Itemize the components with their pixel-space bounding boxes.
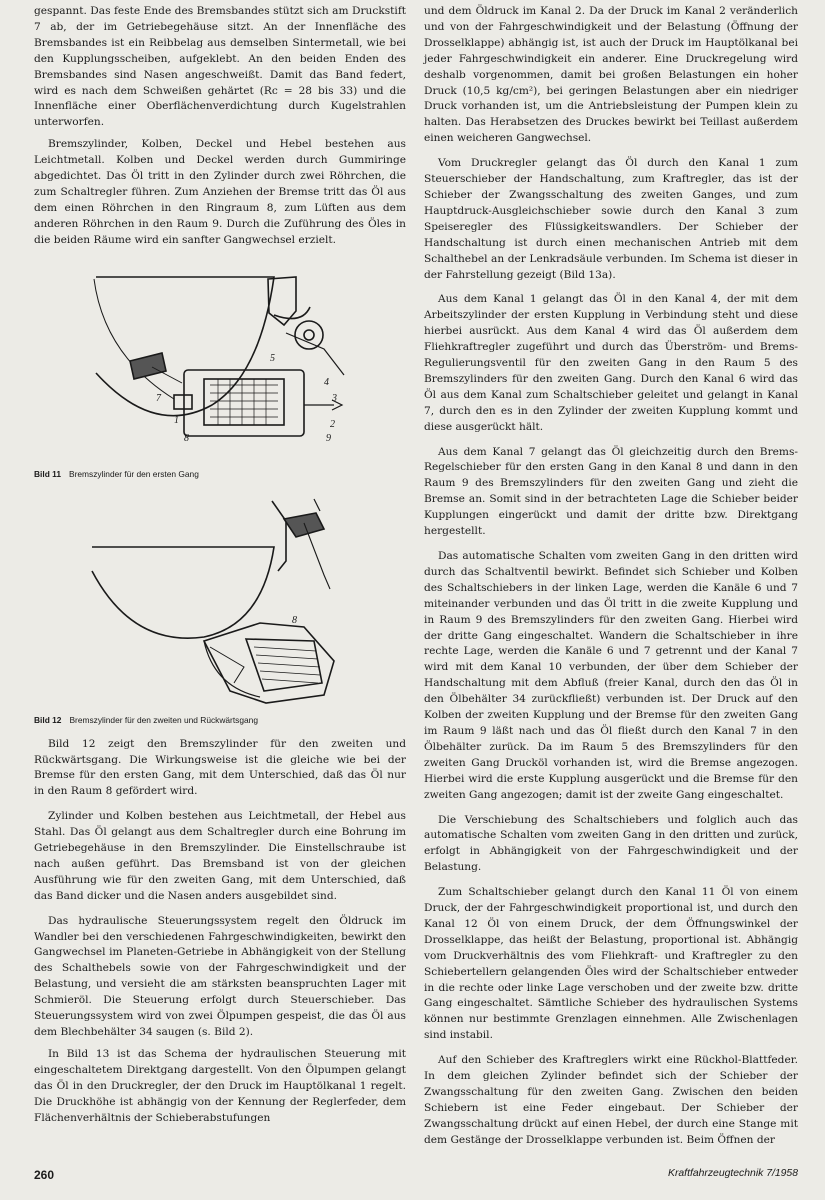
fig11-label-5: 5 [270,352,275,364]
right-paragraph-1: und dem Öldruck im Kanal 2. Da der Druck im Kanal 2 veränderlich und von der Fahrgeschwindigkeit und der Belastung (Öffnung der Drosselklappe) abhängig ist, ist auch der Druck im Hauptölkanal bei jeder Fahrgeschwindigkeit ein anderer. Eine Druckregelung wird deshalb vorgenommen, damit bei großen Belastungen ein hoher Druck (10,5 kg/cm²), bei geringen Belastungen aber ein niedriger Druck vorhanden ist, um die Antriebsleistung der Pumpen klein zu halten. Das Herabsetzen des Druckes bewirkt bei Teillast außerdem einen weicheren Gangwechsel. [424,5,798,145]
left-paragraph-4: Zylinder und Kolben bestehen aus Leichtmetall, der Hebel aus Stahl. Das Öl gelangt aus dem Schaltregler durch eine Bohrung im Getriebegehäuse in den Bremszylinder. Die Einstellschraube ist nach außen geführt. Das Bremsband ist von der gleichen Ausführung wie für den zweiten Gang, mit dem Unterschied, daß das Band dicker und die Nasen anders ausgebildet sind. [34,810,406,902]
right-paragraph-5: Das automatische Schalten vom zweiten Gang in den dritten wird durch das Schaltventil bewirkt. Befindet sich Schieber und Kolben des Schaltschiebers in der linken Lage, werden die Kanäle 6 und 7 miteinander verbunden und das Öl tritt in die zweite Kupplung und in Raum 9 des Bremszylinders für den zweiten Gang. Hierbei wird der dritte Gang eingeschaltet. Wandern die Schaltschieber in ihre rechte Lage, werden die Kanäle 6 und 7 getrennt und der Kanal 7 wird mit dem Kanal 10 verbunden, der über dem Schieber der Handschaltung mit dem Abfluß (freier Kanal, durch den das Öl in den Ölbehälter 34 zurückfließt) verbunden ist. Der Druck auf den Kolben der zweiten Kupplung und der Bremse für den zweiten Gang im Raum 9 läßt nach und das Öl fließt durch den Kanal 7 in den Ölbehälter zurück. Da im Raum 5 des Bremszylinders für den zweiten Gang Drucköl vorhanden ist, wird die Bremse angezogen. Hierbei wird die erste Kupplung ausgerückt und die Bremse für den zweiten Gang angezogen; damit ist der zweite Gang eingeschaltet. [424,550,798,801]
left-paragraph-6: In Bild 13 ist das Schema der hydraulischen Steuerung mit eingeschaltetem Direktgang dargestellt. Von den Ölpumpen gelangt das Öl in den Druckregler, der den Druck im Hauptölkanal 1 regelt. Die Druckhöhe ist abhängig von der Kennung der Reglerfeder, dem Flächenverhältnis der Schieberabstufungen [34,1047,406,1124]
figure-11-number: Bild 11 [34,468,61,479]
right-paragraph-8: Auf den Schieber des Kraftreglers wirkt eine Rückhol-Blattfeder. In dem gleichen Zylinder befindet sich der Schieber der Zwangsschaltung für den zweiten Gang. Zwischen den beiden Schiebern ist eine Feder eingebaut. Der Schieber der Zwangsschaltung drückt auf einen Hebel, der durch eine Stange mit dem Gestänge der Drosselklappe verbunden ist. Beim Öffnen der [424,1054,798,1146]
page-footer [34,1168,798,1186]
left-paragraph-1: gespannt. Das feste Ende des Bremsbandes stützt sich am Druckstift 7 ab, der im Getriebegehäuse sitzt. An der Innenfläche des Bremsbandes ist ein Reibbelag aus demselben Sintermetall, wie bei den Kupplungsscheiben, aufgeklebt. An den beiden Enden des Bremsbandes sind Nasen angeschweißt. Damit das Band federt, wird es nach dem Schweißen gehärtet (Rc = 28 bis 33) und die Innenfläche einer Oberflächenverdichtung durch Kugelstrahlen unterworfen. [34,5,406,129]
figure-11-caption-text: Bremszylinder für den ersten Gang [69,468,199,479]
journal-reference: Kraftfahrzeugtechnik 7/1958 [668,1168,798,1179]
fig11-label-2: 2 [330,418,335,430]
right-paragraph-4: Aus dem Kanal 7 gelangt das Öl gleichzeitig durch den Brems-Regelschieber für den ersten Gang in den Kanal 8 und dann in den Raum 9 des Bremszylinders für den zweiten Gang und zieht die Bremse an. Somit sind in der betrachteten Lage die Schieber beider Kupplungen eingerückt und damit der dritte bzw. Direktgang hergestellt. [424,445,798,538]
figure-12-number: Bild 12 [34,714,62,725]
right-paragraph-3: Aus dem Kanal 1 gelangt das Öl in den Kanal 4, der mit dem Arbeitszylinder der ersten Kupplung in Verbindung steht und diese hierbei ausrückt. Aus dem Kanal 4 wird das Öl außerdem dem Fliehkraftregler zugeführt und durch das Überström- und Brems-Regulierungsventil für den zweiten Gang in den Raum 5 des Bremszylinders für den zweiten Gang. Durch den Kanal 6 wird das Öl aus dem Kanal zum Schaltschieber geleitet und gelangt in Kanal 7, durch den es in den Zylinder der zweiten Kupplung kommt und diese ausgerückt hält. [424,293,798,433]
fig11-label-8: 8 [184,432,189,444]
figure-12 [34,491,406,725]
figure-11 [34,255,406,479]
brake-drum-outline-2 [92,547,274,638]
fig11-label-3: 3 [332,392,337,404]
fig11-label-9: 9 [326,432,331,444]
right-paragraph-7: Zum Schaltschieber gelangt durch den Kanal 11 Öl von einem Druck, der der Fahrgeschwindigkeit proportional ist, und durch den Kanal 12 Öl von einem Druck, der dem Öffnungswinkel der Drosselklappe, das heißt der Belastung, proportional ist. Abhängig vom Druckverhältnis des vom Fliehkraft- und Kraftregler zu den Schiebertellern gelangenden Öles wird der Schaltschieber entweder in die rechte oder linke Lage verschoben und der zweite bzw. dritte Gang eingeschaltet. Sämtliche Schieber des hydraulischen Systems können nur bestimmte Grenzlagen einnehmen. Alle Zwischenlagen sind instabil. [424,886,798,1042]
fig12-label-8: 8 [292,614,297,626]
left-paragraph-5: Das hydraulische Steuerungssystem regelt den Öldruck im Wandler bei den verschiedenen Fahrgeschwindigkeiten, bewirkt den Gangwechsel im Planeten-Getriebe in Abhängigkeit von der Stellung des Schalthebels sowie von der Fahrgeschwindigkeit und der Belastung, und versieht die am stärksten beanspruchten Lager mit Schmieröl. Die Steuerung erfolgt durch Steuerschieber. Das Steuerungssystem wird von zwei Ölpumpen gespeist, die das Öl aus dem Blechbehälter 34 saugen (s. Bild 2). [34,914,406,1038]
fig11-label-1: 1 [174,414,179,426]
brake-cylinder-body [184,370,304,436]
left-column [34,4,406,1132]
figure-12-caption [34,715,406,725]
right-column [424,4,798,1155]
right-paragraph-6: Die Verschiebung des Schaltschiebers und folglich auch das automatische Schalten vom zweiten Gang in den dritten und zurück, erfolgt in Abhängigkeit von der Fahrgeschwindigkeit und der Belastung. [424,813,798,874]
figure-11-caption [34,469,406,479]
fig11-label-4: 4 [324,376,329,388]
figure-12-caption-text: Bremszylinder für den zweiten und Rückwärtsgang [69,714,258,725]
figure-12-drawing [34,491,406,713]
figure-11-drawing [34,255,406,467]
left-paragraph-3: Bild 12 zeigt den Bremszylinder für den zweiten und Rückwärtsgang. Die Wirkungsweise ist die gleiche wie bei der Bremse für den ersten Gang, mit dem Unterschied, daß das Öl nur in den Raum 8 gefördert wird. [34,737,406,798]
page-number: 260 [34,1168,55,1182]
left-paragraph-2: Bremszylinder, Kolben, Deckel und Hebel bestehen aus Leichtmetall. Kolben und Deckel werden durch Gummiringe abgedichtet. Das Öl tritt in den Zylinder durch zwei Röhrchen, die zum Schaltregler führen. Zum Anziehen der Bremse tritt das Öl aus dem einen Röhrchen in den Ringraum 8, zum Lüften aus dem anderen Röhrchen in den Raum 9. Durch die Zuführung des Öles in die beiden Räume wird ein sanfter Gangwechsel erzielt. [34,138,406,246]
fig11-label-7: 7 [156,392,161,404]
right-paragraph-2: Vom Druckregler gelangt das Öl durch den Kanal 1 zum Steuerschieber der Handschaltung, zum Kraftregler, das ist der Schieber der Zwangsschaltung des zweiten Ganges, und zum Hauptdruck-Ausgleichschieber sowie durch den Kanal 3 zum Speiseregler des Flüssigkeitswandlers. Der Schieber der Handschaltung ist durch einen mechanischen Antrieb mit dem Schalthebel an der Lenkradsäule verbunden. Im Schema ist dieser in der Fahrstellung gezeigt (Bild 13a). [424,157,798,281]
